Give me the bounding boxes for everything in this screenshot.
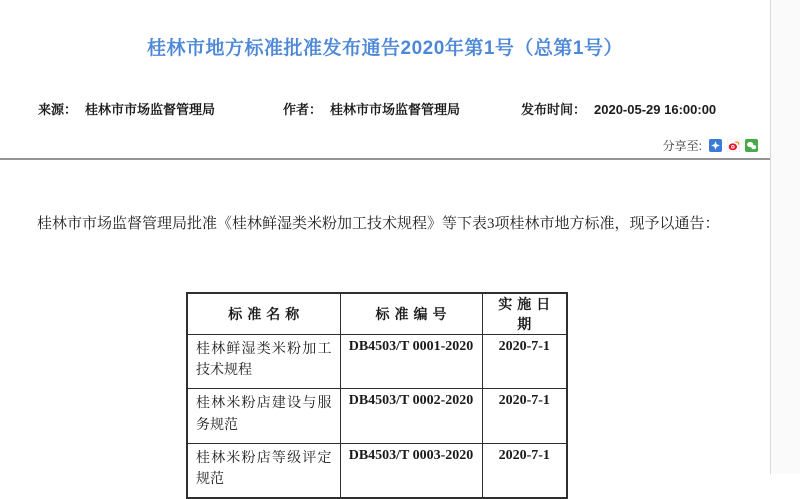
header-standard-name: 标准名称 (187, 293, 340, 335)
source-value: 桂林市市场监督管理局 (85, 102, 216, 117)
page-right-gutter (771, 0, 800, 474)
wechat-share-icon[interactable] (745, 139, 758, 152)
source-label: 来源： (38, 102, 78, 117)
standards-table (186, 292, 568, 499)
standard-code: DB4503/T 0003-2020 (340, 443, 482, 498)
author-value: 桂林市市场监督管理局 (330, 102, 461, 117)
table-header-row (187, 293, 567, 335)
implement-date: 2020-7-1 (482, 334, 567, 388)
share-bar (0, 138, 770, 153)
publish-time-value: 2020-05-29 16:00:00 (594, 102, 717, 117)
meta-author (283, 99, 460, 118)
meta-row (0, 99, 770, 119)
implement-date: 2020-7-1 (482, 443, 567, 498)
implement-date: 2020-7-1 (482, 389, 567, 443)
announcement-paragraph: 桂林市市场监督管理局批准《桂林鲜湿类米粉加工技术规程》等下表3项桂林市地方标准，现予以通告： (37, 216, 720, 232)
standard-code: DB4503/T 0002-2020 (340, 389, 482, 443)
publish-time-label: 发布时间： (521, 102, 587, 117)
header-standard-code: 标准编号 (340, 293, 482, 335)
qzone-share-icon[interactable] (709, 139, 722, 152)
table-row (187, 389, 567, 443)
standard-code: DB4503/T 0001-2020 (340, 334, 482, 388)
table-row (187, 334, 567, 388)
header-implement-date: 实施日期 (482, 293, 567, 335)
meta-source (38, 99, 215, 118)
standard-name: 桂林米粉店等级评定规范 (187, 443, 340, 498)
page-title: 桂林市地方标准批准发布通告2020年第1号（总第1号） (147, 38, 623, 59)
author-label: 作者： (283, 102, 323, 117)
standard-name: 桂林鲜湿类米粉加工技术规程 (187, 334, 340, 388)
table-row (187, 443, 567, 498)
meta-publish (521, 99, 716, 118)
header-divider (0, 158, 770, 160)
standard-name: 桂林米粉店建设与服务规范 (187, 389, 340, 443)
weibo-share-icon[interactable] (727, 139, 740, 152)
share-label: 分享至: (662, 139, 702, 153)
